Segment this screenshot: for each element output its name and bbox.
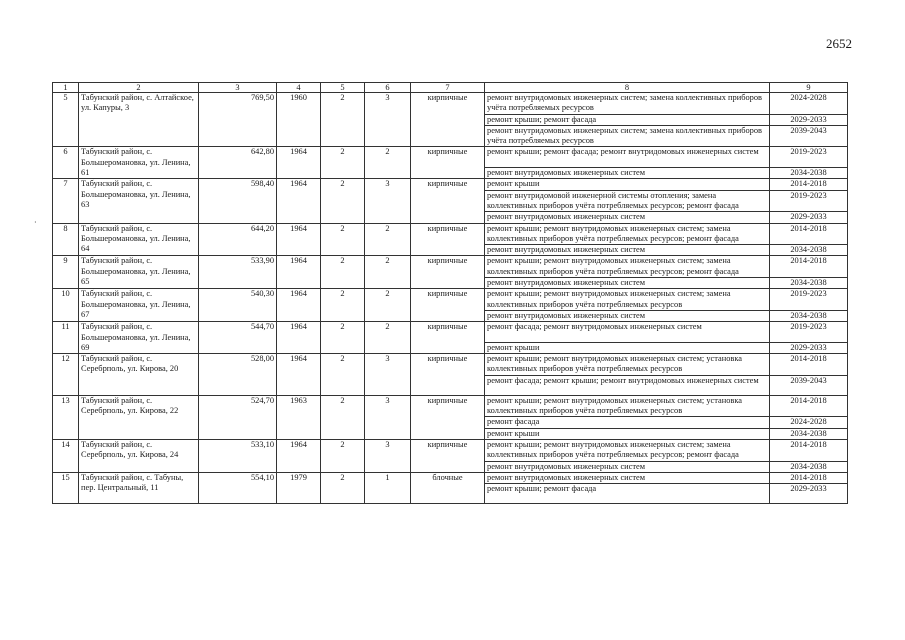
area-cell: 528,00 [199, 354, 277, 396]
period-cell: 2019-2023 [770, 289, 848, 311]
area-cell: 540,30 [199, 289, 277, 322]
entrances-cell: 2 [365, 322, 411, 354]
work-type-cell: ремонт крыши; ремонт фасада [485, 484, 770, 504]
wall-material-cell: кирпичные [411, 289, 485, 322]
address-cell: Табунский район, с. Табуны, пер. Центральный, 11 [79, 472, 199, 503]
work-type-cell: ремонт крыши; ремонт внутридомовых инженерных систем; установка коллективных приборов учёта потребляемых ресурсов [485, 354, 770, 376]
work-type-cell: ремонт фасада; ремонт крыши; ремонт внутридомовых инженерных систем [485, 375, 770, 395]
work-type-cell: ремонт внутридомовых инженерных систем [485, 278, 770, 289]
year-cell: 1964 [277, 354, 321, 396]
entrances-cell: 2 [365, 147, 411, 179]
period-cell: 2014-2018 [770, 472, 848, 483]
period-cell: 2039-2043 [770, 375, 848, 395]
column-number: 2 [79, 83, 199, 93]
address-cell: Табунский район, с. Большеромановка, ул. Ленина, 69 [79, 322, 199, 354]
period-cell: 2034-2038 [770, 167, 848, 179]
column-number: 1 [53, 83, 79, 93]
area-cell: 554,10 [199, 472, 277, 503]
period-cell: 2019-2023 [770, 322, 848, 342]
floors-cell: 2 [321, 322, 365, 354]
floors-cell: 2 [321, 179, 365, 223]
wall-material-cell: блочные [411, 472, 485, 503]
year-cell: 1964 [277, 289, 321, 322]
work-type-cell: ремонт крыши; ремонт внутридомовых инженерных систем; замена коллективных приборов учёта потребляемых ресурсов; ремонт фасада [485, 256, 770, 278]
work-type-cell: ремонт внутридомовых инженерных систем [485, 461, 770, 472]
entrances-cell: 3 [365, 439, 411, 472]
row-number-cell: 12 [53, 354, 79, 396]
wall-material-cell: кирпичные [411, 354, 485, 396]
period-cell: 2019-2023 [770, 190, 848, 212]
wall-material-cell: кирпичные [411, 439, 485, 472]
row-number-cell: 11 [53, 322, 79, 354]
period-cell: 2014-2018 [770, 354, 848, 376]
floors-cell: 2 [321, 439, 365, 472]
period-cell: 2039-2043 [770, 125, 848, 147]
period-cell: 2014-2018 [770, 223, 848, 245]
period-cell: 2034-2038 [770, 245, 848, 256]
year-cell: 1979 [277, 472, 321, 503]
year-cell: 1964 [277, 147, 321, 179]
page-number: 2652 [826, 36, 852, 51]
floors-cell: 2 [321, 147, 365, 179]
entrances-cell: 3 [365, 93, 411, 147]
period-cell: 2034-2038 [770, 278, 848, 289]
area-cell: 644,20 [199, 223, 277, 256]
work-type-cell: ремонт внутридомовых инженерных систем; замена коллективных приборов учёта потребляемых ресурсов [485, 125, 770, 147]
table-row [53, 472, 848, 483]
year-cell: 1964 [277, 223, 321, 256]
address-cell: Табунский район, с. Серебрполь, ул. Кирова, 22 [79, 395, 199, 439]
address-cell: Табунский район, с. Большеромановка, ул. Ленина, 64 [79, 223, 199, 256]
table-row [53, 395, 848, 417]
entrances-cell: 2 [365, 256, 411, 289]
wall-material-cell: кирпичные [411, 256, 485, 289]
entrances-cell: 3 [365, 179, 411, 223]
row-number-cell: 13 [53, 395, 79, 439]
row-number-cell: 7 [53, 179, 79, 223]
period-cell: 2019-2023 [770, 147, 848, 167]
address-cell: Табунский район, с. Большеромановка, ул. Ленина, 65 [79, 256, 199, 289]
row-number-cell: 8 [53, 223, 79, 256]
entrances-cell: 3 [365, 354, 411, 396]
work-type-cell: ремонт внутридомовых инженерных систем [485, 472, 770, 483]
period-cell: 2029-2033 [770, 484, 848, 504]
column-number: 4 [277, 83, 321, 93]
area-cell: 598,40 [199, 179, 277, 223]
work-type-cell: ремонт крыши; ремонт внутридомовых инженерных систем; замена коллективных приборов учёта потребляемых ресурсов; ремонт фасада [485, 439, 770, 461]
wall-material-cell: кирпичные [411, 179, 485, 223]
address-cell: Табунский район, с. Алтайское, ул. Капуры, 3 [79, 93, 199, 147]
work-type-cell: ремонт внутридомовых инженерных систем [485, 245, 770, 256]
work-type-cell: ремонт крыши [485, 179, 770, 190]
period-cell: 2014-2018 [770, 179, 848, 190]
area-cell: 642,80 [199, 147, 277, 179]
work-type-cell: ремонт крыши [485, 342, 770, 354]
period-cell: 2014-2018 [770, 439, 848, 461]
period-cell: 2034-2038 [770, 461, 848, 472]
area-cell: 544,70 [199, 322, 277, 354]
area-cell: 533,90 [199, 256, 277, 289]
entrances-cell: 3 [365, 395, 411, 439]
table-row [53, 289, 848, 311]
wall-material-cell: кирпичные [411, 147, 485, 179]
area-cell: 769,50 [199, 93, 277, 147]
margin-mark: · [34, 218, 37, 227]
work-type-cell: ремонт крыши; ремонт внутридомовых инженерных систем; замена коллективных приборов учёта потребляемых ресурсов [485, 289, 770, 311]
table-row [53, 93, 848, 115]
entrances-cell: 2 [365, 223, 411, 256]
year-cell: 1963 [277, 395, 321, 439]
work-type-cell: ремонт крыши; ремонт внутридомовых инженерных систем; замена коллективных приборов учёта потребляемых ресурсов; ремонт фасада [485, 223, 770, 245]
column-number-row [53, 83, 848, 93]
year-cell: 1964 [277, 439, 321, 472]
work-type-cell: ремонт крыши; ремонт фасада [485, 114, 770, 125]
work-type-cell: ремонт внутридомовых инженерных систем [485, 310, 770, 321]
address-cell: Табунский район, с. Большеромановка, ул. Ленина, 61 [79, 147, 199, 179]
column-number: 9 [770, 83, 848, 93]
work-type-cell: ремонт внутридомовых инженерных систем [485, 167, 770, 179]
floors-cell: 2 [321, 354, 365, 396]
column-number: 6 [365, 83, 411, 93]
period-cell: 2029-2033 [770, 342, 848, 354]
period-cell: 2034-2038 [770, 428, 848, 439]
column-number: 8 [485, 83, 770, 93]
wall-material-cell: кирпичные [411, 395, 485, 439]
work-type-cell: ремонт фасада [485, 417, 770, 428]
wall-material-cell: кирпичные [411, 93, 485, 147]
table-body [53, 93, 848, 504]
entrances-cell: 1 [365, 472, 411, 503]
row-number-cell: 9 [53, 256, 79, 289]
address-cell: Табунский район, с. Большеромановка, ул. Ленина, 67 [79, 289, 199, 322]
table-row [53, 322, 848, 342]
floors-cell: 2 [321, 289, 365, 322]
column-number: 7 [411, 83, 485, 93]
work-type-cell: ремонт фасада; ремонт внутридомовых инженерных систем [485, 322, 770, 342]
work-type-cell: ремонт внутридомовых инженерных систем [485, 212, 770, 223]
work-type-cell: ремонт крыши; ремонт фасада; ремонт внутридомовых инженерных систем [485, 147, 770, 167]
table-row [53, 223, 848, 245]
work-type-cell: ремонт крыши; ремонт внутридомовых инженерных систем; установка коллективных приборов учёта потребляемых ресурсов [485, 395, 770, 417]
period-cell: 2029-2033 [770, 212, 848, 223]
wall-material-cell: кирпичные [411, 223, 485, 256]
row-number-cell: 14 [53, 439, 79, 472]
floors-cell: 2 [321, 223, 365, 256]
floors-cell: 2 [321, 395, 365, 439]
area-cell: 533,10 [199, 439, 277, 472]
period-cell: 2014-2018 [770, 395, 848, 417]
row-number-cell: 5 [53, 93, 79, 147]
work-type-cell: ремонт внутридомовой инженерной системы отопления; замена коллективных приборов учёта потребляемых ресурсов; ремонт фасада [485, 190, 770, 212]
floors-cell: 2 [321, 93, 365, 147]
year-cell: 1964 [277, 322, 321, 354]
row-number-cell: 15 [53, 472, 79, 503]
period-cell: 2034-2038 [770, 310, 848, 321]
row-number-cell: 6 [53, 147, 79, 179]
entrances-cell: 2 [365, 289, 411, 322]
table-row [53, 179, 848, 190]
floors-cell: 2 [321, 472, 365, 503]
column-number: 3 [199, 83, 277, 93]
address-cell: Табунский район, с. Большеромановка, ул. Ленина, 63 [79, 179, 199, 223]
repair-schedule-table [52, 82, 848, 504]
period-cell: 2024-2028 [770, 93, 848, 115]
period-cell: 2029-2033 [770, 114, 848, 125]
table-row [53, 354, 848, 376]
table-row [53, 439, 848, 461]
year-cell: 1964 [277, 256, 321, 289]
table-row [53, 147, 848, 167]
column-number: 5 [321, 83, 365, 93]
period-cell: 2014-2018 [770, 256, 848, 278]
period-cell: 2024-2028 [770, 417, 848, 428]
work-type-cell: ремонт внутридомовых инженерных систем; замена коллективных приборов учёта потребляемых ресурсов [485, 93, 770, 115]
floors-cell: 2 [321, 256, 365, 289]
work-type-cell: ремонт крыши [485, 428, 770, 439]
year-cell: 1964 [277, 179, 321, 223]
row-number-cell: 10 [53, 289, 79, 322]
year-cell: 1960 [277, 93, 321, 147]
address-cell: Табунский район, с. Серебрполь, ул. Кирова, 20 [79, 354, 199, 396]
table-row [53, 256, 848, 278]
address-cell: Табунский район, с. Серебрполь, ул. Кирова, 24 [79, 439, 199, 472]
wall-material-cell: кирпичные [411, 322, 485, 354]
area-cell: 524,70 [199, 395, 277, 439]
